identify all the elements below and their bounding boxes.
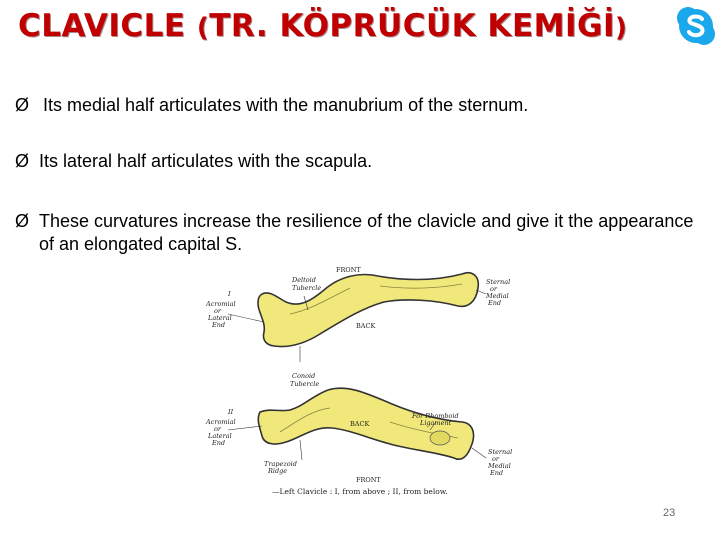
skype-logo-icon [674, 4, 718, 48]
label-acromial-1: Acromial [206, 300, 236, 308]
label-trapezoid-2: Ridge [268, 467, 288, 475]
label-sternal-2: or [490, 285, 498, 293]
label-sternal-b2: or [492, 455, 500, 463]
label-sternal-b1: Sternal [488, 448, 513, 456]
bullet-arrow-icon: Ø [15, 95, 30, 115]
label-sternal-4: End [488, 299, 502, 307]
label-sternal-b3: Medial [488, 462, 511, 470]
label-deltoid-2: Tubercle [292, 284, 322, 292]
bullet-arrow-icon: Ø [15, 151, 30, 171]
label-trapezoid-1: Trapezoid [264, 460, 297, 468]
label-sternal-3: Medial [486, 292, 509, 300]
figure-caption: —Left Clavicle : I, from above ; II, from below. [272, 487, 448, 496]
title-turkish: TR. KÖPRÜCÜK KEMİĞİ [209, 8, 615, 44]
label-front-bottom: FRONT [356, 476, 381, 484]
title-main: CLAVICLE [18, 8, 197, 44]
label-conoid-2: Tubercle [290, 380, 320, 388]
label-acromial-2: or [214, 307, 222, 315]
page-number: 23 [663, 507, 676, 519]
label-acromial-b2: or [214, 425, 222, 433]
label-back-bottom: BACK [350, 420, 370, 428]
bullet-text: Its medial half articulates with the manubrium of the sternum. [43, 95, 529, 115]
label-sternal-1: Sternal [486, 278, 511, 286]
label-acromial-b1: Acromial [206, 418, 236, 426]
title-paren-close: ) [615, 13, 628, 43]
label-acromial-b4: End [212, 439, 226, 447]
label-conoid-1: Conoid [292, 372, 316, 380]
label-rhomboid-1: For Rhomboid [412, 412, 459, 420]
clavicle-illustration [200, 262, 520, 500]
label-roman-2: II [228, 408, 234, 416]
label-back-top: BACK [356, 322, 376, 330]
label-sternal-b4: End [490, 469, 504, 477]
label-roman-1: I [228, 290, 231, 298]
label-acromial-4: End [212, 321, 226, 329]
label-acromial-b3: Lateral [208, 432, 232, 440]
title-paren-open: ( [196, 13, 210, 43]
label-deltoid-1: Deltoid [292, 276, 316, 284]
bullet-text: These curvatures increase the resilience of the clavicle and give it the appearance of an elongated capital S. [39, 211, 694, 254]
slide-title [18, 8, 627, 44]
label-rhomboid-2: Ligament [420, 419, 452, 427]
label-front-top: FRONT [336, 266, 361, 274]
label-acromial-3: Lateral [208, 314, 232, 322]
bullet-text: Its lateral half articulates with the scapula. [39, 151, 373, 171]
bullet-arrow-icon: Ø [15, 211, 30, 231]
